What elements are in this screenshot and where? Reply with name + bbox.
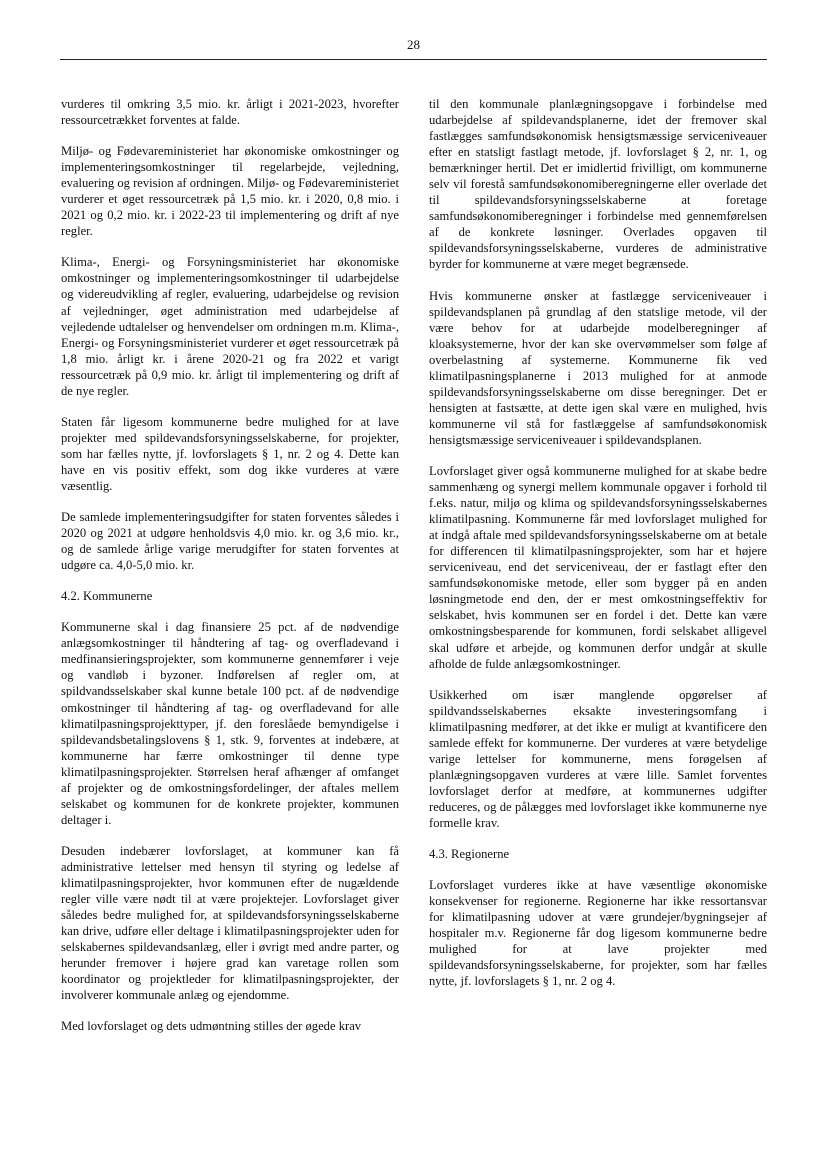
paragraph: Kommunerne skal i dag finansiere 25 pct. af de nødvendige anlægsomkostninger til håndtering af tag- og overfladevand i medfinansieringsprojekter, som kommunerne gennemfører i veje og vandløb i byzoner. Indførelsen af regler om, at spildvandsselskaber skal kunne betale 100 pct. af de nødvendige omkostninger til håndtering af tag- og overfladevand for alle klimatilpasningsprojekttyper, jf. den foreslåede bemyndigelse i spildevandsbetalingslovens § 1, stk. 9, forventes at indebære, at kommunerne har færre omkostninger til denne type klimatilpasningsprojekter. Størrelsen heraf afhænger af omfanget af projekter og de omkostningsfordelinger, der aftales mellem selskabet og kommunen for de konkrete projekter, kommunen deltager i.	[61, 620, 399, 827]
header-rule	[60, 59, 767, 60]
paragraph: Hvis kommunerne ønsker at fastlægge serviceniveauer i spildevandsplanen på grundlag af den statslige metode, vil der være behov for at udarbejde modelberegninger af kloaksystemerne, hvor der kan ske overvømmelser som følge af overbelastning af systemerne. Kommunerne fik ved klimatilpasningsplanerne i 2013 mulighed for at anmode spildevandsforsyningsselskaberne om disse beregninger. Det er hensigten at fastsætte, at dette igen skal være en mulighed, hvis kommunerne vil stå for fastlæggelse af samfundsøkonomisk hensigtsmæssige serviceniveauer i spildevandsplanen.	[429, 288, 767, 447]
paragraph: vurderes til omkring 3,5 mio. kr. årligt i 2021-2023, hvorefter ressourcetrækket forventes at falde.	[61, 97, 399, 128]
paragraph: Miljø- og Fødevareministeriet har økonomiske omkostninger og implementeringsomkostninger til regelarbejde, vejledning, evaluering og revision af ordningen. Miljø- og Fødevareministeriet vurderer et øget ressourcetræk på 1,5 mio. kr. i 2020, 0,8 mio. i 2021 og 0,2 mio. kr. i 2022-23 til implementering og drift af nye regler.	[61, 144, 399, 239]
paragraph: Lovforslaget vurderes ikke at have væsentlige økonomiske konsekvenser for regionerne. Regionerne har ikke ressortansvar for klimatilpasning udover at være grundejer/bygningsejer af hospitaler m.v. Regionerne får dog ligesom kommunerne bedre mulighed for at lave projekter med spildevandsforsyningsselskaberne, for projekter, som har fælles nytte, jf. lovforslagets § 1, nr. 2 og 4.	[429, 878, 767, 989]
paragraph: Lovforslaget giver også kommunerne mulighed for at skabe bedre sammenhæng og synergi mellem kommunale opgaver i forhold til f.eks. natur, miljø og klima og spildevandsforsyningsselskabernes klimatilpasning. Kommunerne får med lovforslaget mulighed for at indgå aftale med spildevandsforsyningsselskaberne om at betale for differencen til klimatilpasningsprojekter, som har et højere serviceniveau, end det serviceniveau, der er fastlagt efter den samfundsøkonomiske metode, eller som bygger på en anden løsningmetode end den, der er mest omkostningseffektiv for selskabet, hvis kommunen ser en fordel i det. Dette kan være omkostningsbesparende for kommunen, fordi selskabet alligevel skal udføre et arbejde, og kommunen derfor undgår at skulle afholde de fulde anlægsomkostninger.	[429, 463, 767, 671]
paragraph: Desuden indebærer lovforslaget, at kommuner kan få administrative lettelser med hensyn til styring og ledelse af klimatilpasningsprojekter, hvor kommunen efter de nugældende regler ville være nødt til at være projektejer. Lovforslaget giver således bedre mulighed for, at spildevandsforsyningsselskaberne kan drive, udføre eller deltage i klimatilpasningsprojekter uden for selskabernes spildevandsanlæg, eller i øvrigt med andre parter, og herunder fremover i højere grad kan varetage rollen som koordinator og projektleder for klimatilpasningsprojekter, der involverer kommunale anlæg og ejendomme.	[61, 843, 399, 1003]
section-heading-regionerne: 4.3. Regionerne	[429, 847, 510, 862]
paragraph: Klima-, Energi- og Forsyningsministeriet har økonomiske omkostninger og implementeringsomkostninger til udarbejdelse og videreudvikling af regler, evaluering, udarbejdelse og revision af vejledninger, øget administration med udarbejdelse af vejledende udtalelser og henvendelser om ordningen m.m. Klima-, Energi- og Forsyningsministeriet vurderer et øget ressourcetræk på 1,8 mio. årligt kr. i årene 2020-21 og fra 2022 et varigt ressourcetræk på 0,9 mio. kr. årligt til implementering og drift af de nye regler.	[61, 255, 399, 398]
paragraph: Staten får ligesom kommunerne bedre mulighed for at lave projekter med spildevandsforsyningsselskaberne, for projekter, som har fælles nytte, jf. lovforslagets § 1, nr. 2 og 4. Dette kan have en vis positiv effekt, som dog ikke vurderes at være væsentlig.	[61, 414, 399, 493]
section-heading-kommunerne: 4.2. Kommunerne	[61, 589, 153, 604]
paragraph: til den kommunale planlægningsopgave i forbindelse med udarbejdelse af spildevandsplanerne, idet der fremover skal fastlægges samfundsøkonomisk hensigtsmæssige serviceniveauer efter en statsligt fastlagt metode, jf. lovforslaget § 2, nr. 1, og bemærkninger hertil. Det er imidlertid frivilligt, om kommunerne selv vil forestå samfundsøkonomiberegningerne eller overlade det til spildevandsforsyningsselskaberne at foretage samfundsøkonomiberegninger i forbindelse med gennemførelsen af de konkrete løsninger. Overlades opgaven til spildevandsforsyningsselskaberne, vurderes de administrative byrder for kommunerne at være meget begrænsede.	[429, 97, 767, 272]
page-number: 28	[407, 37, 420, 52]
paragraph: Usikkerhed om især manglende opgørelser af spildvandsselskabernes eksakte investeringsomfang i klimatilpasning medfører, at det ikke er muligt at kvantificere den samlede effekt for kommunerne. Der vurderes at være betydelige varige lettelser for kommunerne, mens forøgelsen af planlægningsopgaven vurderes at være lille. Samlet forventes lovforslaget derfor at medføre, at kommunernes udgifter reduceres, og de pålægges med lovforslaget ikke kommunerne nye formelle krav.	[429, 687, 767, 830]
paragraph: De samlede implementeringsudgifter for staten forventes således i 2020 og 2021 at udgøre henholdsvis 4,0 mio. kr. og 3,6 mio. kr., og de samlede årlige varige merudgifter for staten forventes at udgøre ca. 4,0-5,0 mio. kr.	[61, 510, 399, 573]
paragraph: Med lovforslaget og dets udmøntning stilles der øgede krav	[61, 1019, 362, 1034]
right-column	[429, 96, 767, 1004]
left-column	[61, 96, 399, 1049]
